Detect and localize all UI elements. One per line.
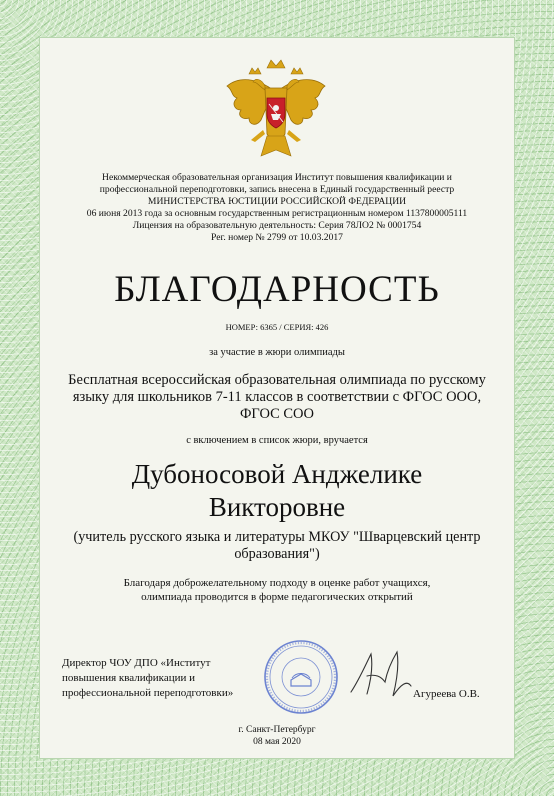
stamp-seal-icon bbox=[262, 638, 340, 716]
event-name: Бесплатная всероссийская образовательная олимпиада по русскому языку для школьников 7-11 классов в соответствии с ФГОС ООО, ФГОС СОО bbox=[68, 372, 486, 422]
organization-line: профессиональной переподготовки, запись внесена в Единый государственный реестр bbox=[99, 184, 455, 195]
certificate-footer bbox=[40, 724, 514, 748]
organization-line: 06 июня 2013 года за основным государственным регистрационным номером 1137800005111 bbox=[86, 208, 468, 219]
recipient-role: (учитель русского языка и литературы МКОУ "Шварцевский центр образования") bbox=[73, 529, 481, 562]
recipient-name bbox=[40, 458, 514, 524]
appreciation-note bbox=[40, 576, 514, 604]
signer-name: Агуреева О.В. bbox=[413, 688, 480, 700]
organization-line: Рег. номер № 2799 от 10.03.2017 bbox=[211, 232, 343, 243]
footer-city: г. Санкт-Петербург bbox=[238, 725, 316, 735]
footer-date: 08 мая 2020 bbox=[253, 737, 301, 747]
participation-text: за участие в жюри олимпиады bbox=[209, 347, 345, 358]
recipient-name-line: Дубоносовой Анджелике bbox=[131, 459, 423, 489]
coat-of-arms-icon bbox=[221, 56, 331, 161]
organization-line: Лицензия на образовательную деятельность: Серия 78ЛО2 № 0001754 bbox=[132, 220, 422, 231]
director-title bbox=[62, 656, 262, 701]
signature-icon bbox=[345, 640, 415, 710]
recipient-name-line: Викторовне bbox=[208, 492, 346, 522]
inclusion-text: с включением в список жюри, вручается bbox=[186, 435, 368, 446]
director-line: профессиональной переподготовки» bbox=[62, 687, 234, 699]
director-line: повышения квалификации и bbox=[62, 672, 196, 684]
note-line: Благодаря доброжелательному подходу в оценке работ учащихся, bbox=[123, 577, 431, 589]
organization-line: МИНИСТЕРСТВА ЮСТИЦИИ РОССИЙСКОЙ ФЕДЕРАЦИИ bbox=[147, 196, 407, 207]
organization-info bbox=[40, 172, 514, 244]
certificate-title: БЛАГОДАРНОСТЬ bbox=[114, 269, 440, 310]
note-line: олимпиада проводится в форме педагогических открытий bbox=[141, 591, 413, 603]
certificate-number: НОМЕР: 6365 / СЕРИЯ: 426 bbox=[225, 322, 329, 332]
director-line: Директор ЧОУ ДПО «Институт bbox=[62, 657, 211, 669]
organization-line: Некоммерческая образовательная организация Институт повышения квалификации и bbox=[102, 172, 452, 183]
